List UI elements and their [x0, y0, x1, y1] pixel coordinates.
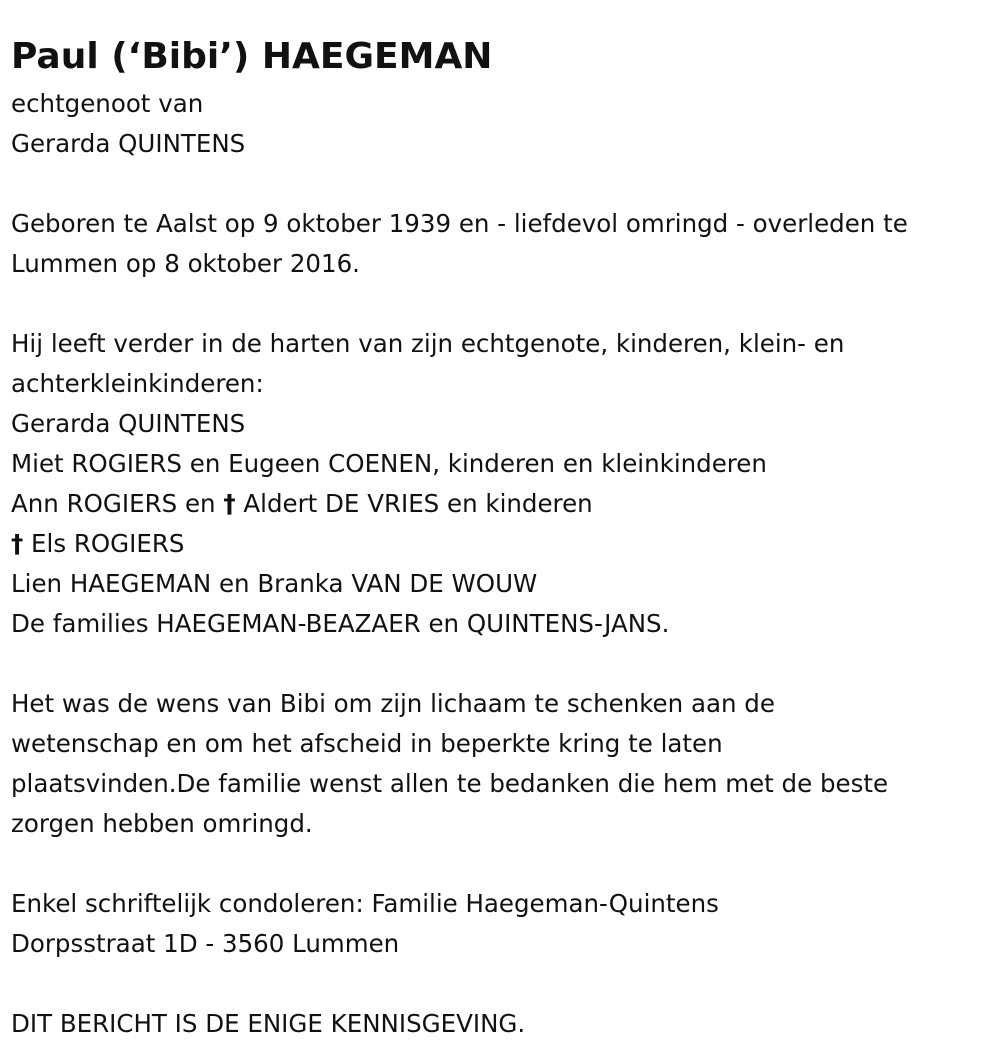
birth-death-paragraph — [11, 204, 996, 284]
wish-line-1: Het was de wens van Bibi om zijn lichaam te schenken aan de — [11, 689, 775, 718]
survivor-family-ann — [11, 484, 996, 524]
spacer — [11, 644, 996, 684]
spouse-intro: echtgenoot van — [11, 89, 204, 118]
cross-icon: † — [223, 489, 236, 518]
survivors-intro-line-1: Hij leeft verder in de harten van zijn echtgenote, kinderen, klein- en — [11, 329, 845, 358]
survivor-aldert-text: Aldert DE VRIES en kinderen — [235, 489, 593, 518]
survivor-families: De families HAEGEMAN-BEAZAER en QUINTENS-JANS. — [11, 609, 670, 638]
survivor-lien: Lien HAEGEMAN en Branka VAN DE WOUW — [11, 569, 538, 598]
spacer — [11, 164, 996, 204]
survivors-intro-line-2: achterkleinkinderen: — [11, 369, 264, 398]
condolence-line-1: Enkel schriftelijk condoleren: Familie Haegeman-Quintens — [11, 889, 719, 918]
survivor-els-text: Els ROGIERS — [23, 529, 185, 558]
survivor-els — [11, 524, 996, 564]
spacer — [11, 284, 996, 324]
deceased-name: Paul (‘Bibi’) HAEGEMAN — [11, 36, 493, 77]
condolence-address: Dorpsstraat 1D - 3560 Lummen — [11, 929, 400, 958]
wish-line-2: wetenschap en om het afscheid in beperkte kring te laten — [11, 729, 723, 758]
spacer — [11, 844, 996, 884]
wish-line-4: zorgen hebben omringd. — [11, 809, 313, 838]
wish-paragraph — [11, 684, 996, 844]
closing-statement: DIT BERICHT IS DE ENIGE KENNISGEVING. — [11, 1009, 526, 1038]
obituary-notice — [11, 30, 996, 1044]
survivors-paragraph — [11, 324, 996, 644]
birth-death-line-2: Lummen op 8 oktober 2016. — [11, 249, 360, 278]
spouse-name: Gerarda QUINTENS — [11, 129, 246, 158]
spacer — [11, 964, 996, 1004]
wish-line-3: plaatsvinden.De familie wenst allen te bedanken die hem met de beste — [11, 769, 889, 798]
survivor-ann-text: Ann ROGIERS en — [11, 489, 224, 518]
condolence-paragraph — [11, 884, 996, 964]
survivor-spouse: Gerarda QUINTENS — [11, 409, 246, 438]
birth-death-line-1: Geboren te Aalst op 9 oktober 1939 en - liefdevol omringd - overleden te — [11, 209, 908, 238]
cross-icon: † — [11, 529, 24, 558]
survivor-family-miet: Miet ROGIERS en Eugeen COENEN, kinderen en kleinkinderen — [11, 449, 767, 478]
